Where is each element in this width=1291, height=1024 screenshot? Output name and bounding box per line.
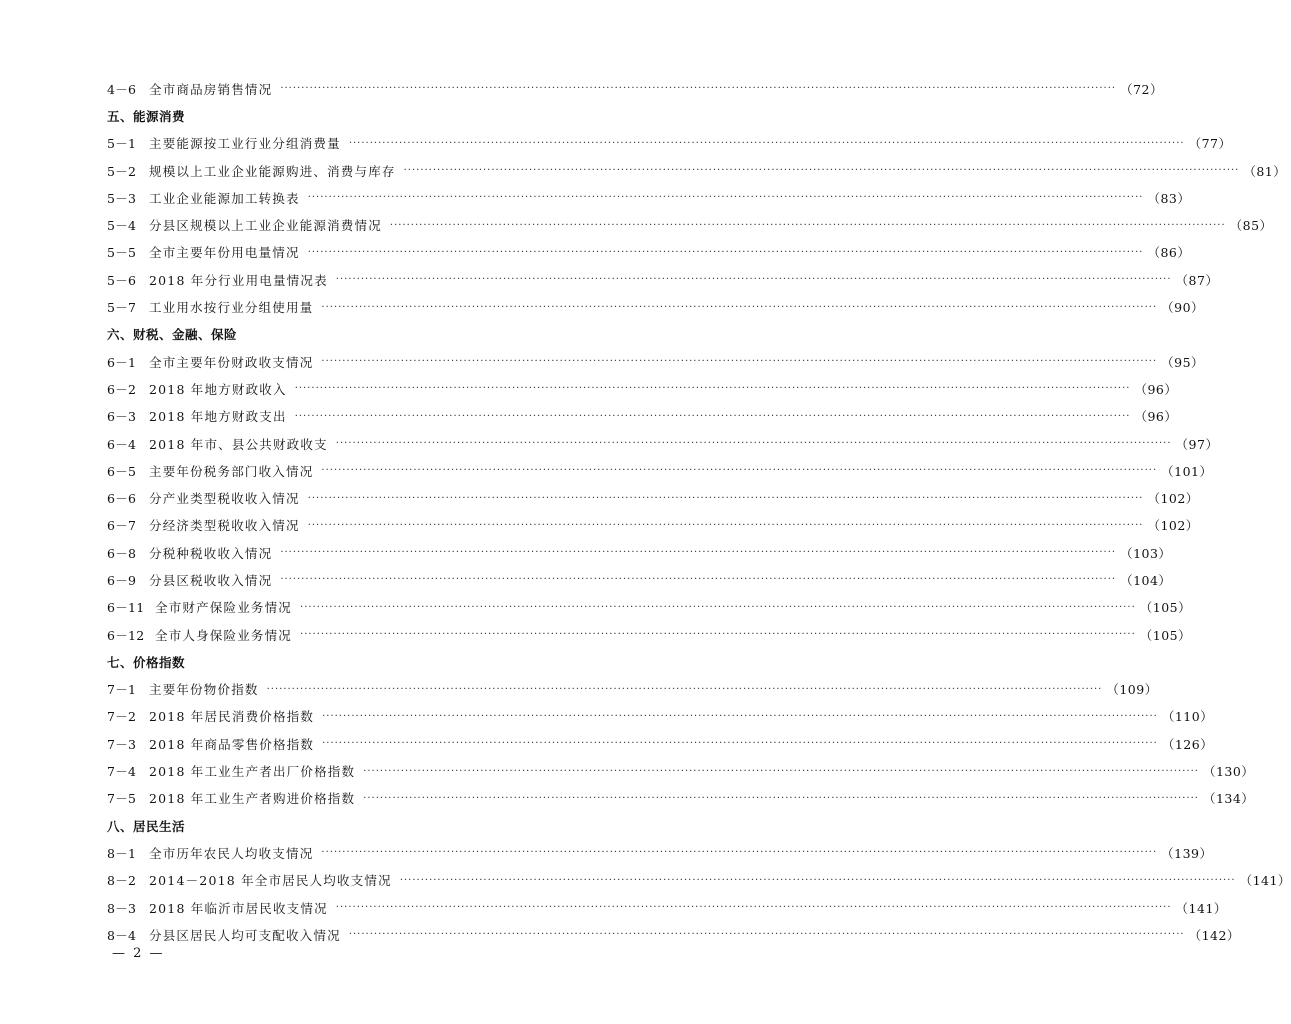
- entry-page: （103）: [1120, 545, 1172, 561]
- entry-page: （81）: [1243, 163, 1287, 179]
- toc-entry: [107, 75, 1163, 102]
- entry-number: 8－4: [107, 927, 137, 943]
- entry-number: 6－6: [107, 491, 137, 507]
- dot-leader: ········································································································································································································: [348, 137, 1185, 149]
- entry-title: 分产业类型税收收入情况: [149, 491, 300, 507]
- entry-number: 6－1: [107, 354, 137, 370]
- toc-entry: [107, 430, 1219, 457]
- entry-number: 5－6: [107, 272, 137, 288]
- dot-leader: ········································································································································································································: [389, 219, 1226, 231]
- section-heading: [107, 648, 647, 675]
- entry-title: 全市人身保险业务情况: [155, 627, 293, 643]
- dot-leader: ········································································································································································································: [363, 792, 1199, 804]
- page-number: — 2 —: [112, 946, 165, 961]
- toc-entry: [107, 676, 1158, 703]
- toc-entry: [107, 921, 1240, 948]
- entry-number: 6－9: [107, 572, 137, 588]
- entry-number: 7－4: [107, 764, 137, 780]
- dot-leader: ········································································································································································································: [300, 601, 1136, 613]
- entry-page: （139）: [1161, 845, 1213, 861]
- entry-number: 7－2: [107, 709, 137, 725]
- entry-number: 5－4: [107, 218, 137, 234]
- dot-leader: ········································································································································································································: [335, 438, 1172, 449]
- entry-number: 5－1: [107, 136, 137, 152]
- toc-entry: [107, 239, 1191, 266]
- toc-entry: [107, 867, 1291, 894]
- dot-leader: ········································································································································································································: [321, 465, 1158, 477]
- dot-leader: ········································································································································································································: [307, 519, 1144, 531]
- entry-page: （86）: [1147, 245, 1191, 261]
- entry-title: 主要年份税务部门收入情况: [149, 463, 314, 479]
- dot-leader: ········································································································································································································: [307, 192, 1144, 204]
- entry-title: 工业用水按行业分组使用量: [149, 300, 314, 316]
- toc-entry: [107, 785, 1255, 812]
- entry-title: 2018 年分行业用电量情况表: [149, 272, 328, 288]
- entry-title: 主要能源按工业行业分组消费量: [149, 136, 341, 152]
- entry-page: （90）: [1161, 300, 1205, 316]
- entry-page: （102）: [1147, 518, 1199, 534]
- entry-title: 分税种税收收入情况: [149, 545, 273, 561]
- entry-title: 分经济类型税收收入情况: [149, 518, 300, 534]
- dot-leader: ········································································································································································································: [363, 765, 1199, 777]
- toc-entry: [107, 839, 1213, 866]
- entry-number: 5－7: [107, 300, 137, 316]
- table-of-contents: [107, 75, 1291, 949]
- entry-number: 4－6: [107, 81, 137, 97]
- dot-leader: ········································································································································································································: [321, 301, 1158, 313]
- entry-title: 全市主要年份财政收支情况: [149, 354, 314, 370]
- entry-title: 2018 年居民消费价格指数: [149, 709, 315, 725]
- toc-entry: [107, 512, 1199, 539]
- entry-title: 2018 年市、县公共财政收支: [149, 436, 328, 452]
- toc-entry: [107, 184, 1191, 211]
- entry-number: 7－5: [107, 791, 137, 807]
- entry-number: 5－2: [107, 163, 137, 179]
- entry-page: （141）: [1175, 900, 1227, 916]
- toc-entry: [107, 484, 1199, 511]
- entry-title: 规模以上工业企业能源购进、消费与库存: [149, 163, 396, 179]
- section-title: 七、价格指数: [107, 654, 186, 670]
- entry-page: （101）: [1161, 463, 1213, 479]
- section-heading: [107, 321, 647, 348]
- entry-page: （77）: [1188, 136, 1232, 152]
- entry-page: （96）: [1134, 409, 1178, 425]
- entry-page: （72）: [1120, 81, 1163, 97]
- entry-number: 6－8: [107, 545, 137, 561]
- section-heading: [107, 812, 647, 839]
- dot-leader: ········································································································································································································: [307, 246, 1144, 258]
- entry-number: 6－7: [107, 518, 137, 534]
- toc-entry: [107, 375, 1178, 402]
- toc-entry: [107, 730, 1214, 757]
- toc-entry: [107, 157, 1287, 184]
- toc-entry: [107, 403, 1178, 430]
- entry-page: （97）: [1175, 436, 1219, 452]
- entry-title: 2018 年工业生产者出厂价格指数: [149, 764, 356, 780]
- dot-leader: ········································································································································································································: [322, 710, 1158, 722]
- entry-title: 2018 年地方财政支出: [149, 409, 287, 425]
- entry-number: 8－1: [107, 845, 137, 861]
- toc-entry: [107, 757, 1255, 784]
- entry-number: 6－5: [107, 463, 137, 479]
- section-heading: [107, 102, 647, 129]
- dot-leader: ········································································································································································································: [403, 165, 1240, 177]
- entry-number: 6－11: [107, 600, 145, 616]
- dot-leader: ········································································································································································································: [307, 492, 1144, 504]
- toc-entry: [107, 594, 1192, 621]
- entry-title: 2014－2018 年全市居民人均收支情况: [149, 873, 392, 889]
- entry-number: 8－2: [107, 873, 137, 889]
- entry-title: 主要年份物价指数: [149, 682, 259, 698]
- toc-entry: [107, 457, 1213, 484]
- entry-title: 2018 年地方财政收入: [149, 381, 287, 397]
- dot-leader: ········································································································································································································: [335, 274, 1172, 286]
- entry-page: （96）: [1134, 381, 1178, 397]
- entry-page: （85）: [1229, 218, 1273, 234]
- entry-number: 7－1: [107, 682, 137, 698]
- entry-page: （126）: [1161, 736, 1214, 752]
- toc-entry: [107, 703, 1214, 730]
- entry-title: 工业企业能源加工转换表: [149, 190, 300, 206]
- entry-number: 6－3: [107, 409, 137, 425]
- entry-page: （109）: [1106, 682, 1158, 698]
- entry-title: 2018 年商品零售价格指数: [149, 736, 315, 752]
- entry-page: （83）: [1147, 190, 1191, 206]
- section-title: 八、居民生活: [107, 818, 186, 834]
- entry-title: 全市主要年份用电量情况: [149, 245, 300, 261]
- entry-title: 分县区税收收入情况: [149, 572, 273, 588]
- entry-title: 2018 年工业生产者购进价格指数: [149, 791, 356, 807]
- entry-number: 6－2: [107, 381, 137, 397]
- entry-title: 分县区居民人均可支配收入情况: [149, 927, 341, 943]
- section-title: 六、财税、金融、保险: [107, 327, 238, 343]
- toc-entry: [107, 566, 1172, 593]
- dot-leader: ········································································································································································································: [322, 738, 1158, 750]
- toc-entry: [107, 266, 1219, 293]
- entry-number: 5－5: [107, 245, 137, 261]
- entry-title: 全市财产保险业务情况: [155, 600, 293, 616]
- dot-leader: ········································································································································································································: [294, 410, 1131, 422]
- dot-leader: ········································································································································································································: [321, 356, 1158, 368]
- entry-page: （95）: [1161, 354, 1205, 370]
- dot-leader: ········································································································································································································: [280, 547, 1117, 559]
- dot-leader: ········································································································································································································: [266, 683, 1103, 695]
- dot-leader: ········································································································································································································: [280, 574, 1117, 586]
- entry-page: （102）: [1147, 491, 1199, 507]
- toc-entry: [107, 130, 1232, 157]
- entry-title: 全市历年农民人均收支情况: [149, 845, 314, 861]
- toc-entry: [107, 293, 1205, 320]
- dot-leader: ········································································································································································································: [280, 83, 1117, 95]
- toc-entry: [107, 621, 1192, 648]
- entry-title: 2018 年临沂市居民收支情况: [149, 900, 328, 916]
- entry-page: （134）: [1202, 791, 1255, 807]
- entry-page: （130）: [1202, 764, 1255, 780]
- toc-entry: [107, 539, 1172, 566]
- toc-entry: [107, 894, 1227, 921]
- entry-page: （105）: [1139, 627, 1192, 643]
- entry-number: 6－12: [107, 627, 145, 643]
- entry-page: （141）: [1239, 873, 1291, 889]
- entry-title: 分县区规模以上工业企业能源消费情况: [149, 218, 382, 234]
- dot-leader: ········································································································································································································: [300, 629, 1136, 641]
- toc-entry: [107, 348, 1205, 375]
- entry-page: （87）: [1175, 272, 1219, 288]
- entry-title: 全市商品房销售情况: [149, 81, 273, 97]
- dot-leader: ········································································································································································································: [348, 929, 1185, 941]
- entry-number: 5－3: [107, 190, 137, 206]
- dot-leader: ········································································································································································································: [335, 902, 1172, 914]
- entry-number: 7－3: [107, 736, 137, 752]
- entry-number: 6－4: [107, 436, 137, 452]
- entry-page: （105）: [1139, 600, 1192, 616]
- toc-entry: [107, 211, 1273, 238]
- dot-leader: ········································································································································································································: [399, 874, 1236, 886]
- entry-page: （104）: [1120, 572, 1172, 588]
- entry-number: 8－3: [107, 900, 137, 916]
- entry-page: （110）: [1161, 709, 1214, 725]
- dot-leader: ········································································································································································································: [321, 847, 1158, 859]
- dot-leader: ········································································································································································································: [294, 383, 1131, 395]
- section-title: 五、能源消费: [107, 108, 186, 124]
- entry-page: （142）: [1188, 927, 1240, 943]
